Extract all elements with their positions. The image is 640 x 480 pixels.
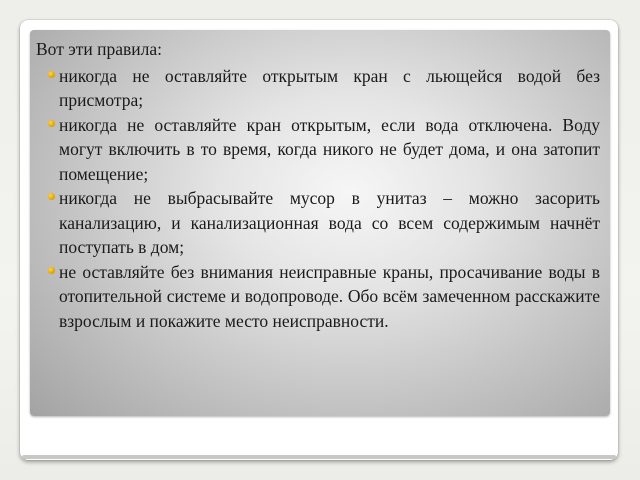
circle-bullet-icon xyxy=(48,267,55,274)
list-item xyxy=(30,260,600,334)
slide-bottom-divider xyxy=(22,455,616,459)
list-item xyxy=(30,186,600,260)
list-item xyxy=(30,64,600,113)
circle-bullet-icon xyxy=(48,71,55,78)
circle-bullet-icon xyxy=(48,120,55,127)
rule-text: не оставляйте без внимания неисправные краны, просачивание воды в отопительной системе и водопроводе. Обо всём замеченном расскажите взрослым и покажите место неисправности. xyxy=(59,261,600,331)
rule-text: никогда не оставляйте кран открытым, если вода отключена. Воду могут включить в то время, когда никого не будет дома, и она затопит помещение; xyxy=(59,114,600,184)
rule-text: никогда не выбрасывайте мусор в унитаз – можно засорить канализацию, и канализационная вода со всем содержимым начнёт поступать в дом; xyxy=(59,188,600,257)
rules-text-block xyxy=(30,37,600,333)
circle-bullet-icon xyxy=(48,193,55,200)
list-item xyxy=(30,113,600,187)
rules-list xyxy=(30,64,600,334)
rules-intro: Вот эти правила: xyxy=(36,39,162,59)
rule-text: никогда не оставляйте открытым кран с льющейся водой без присмотра; xyxy=(59,65,600,110)
